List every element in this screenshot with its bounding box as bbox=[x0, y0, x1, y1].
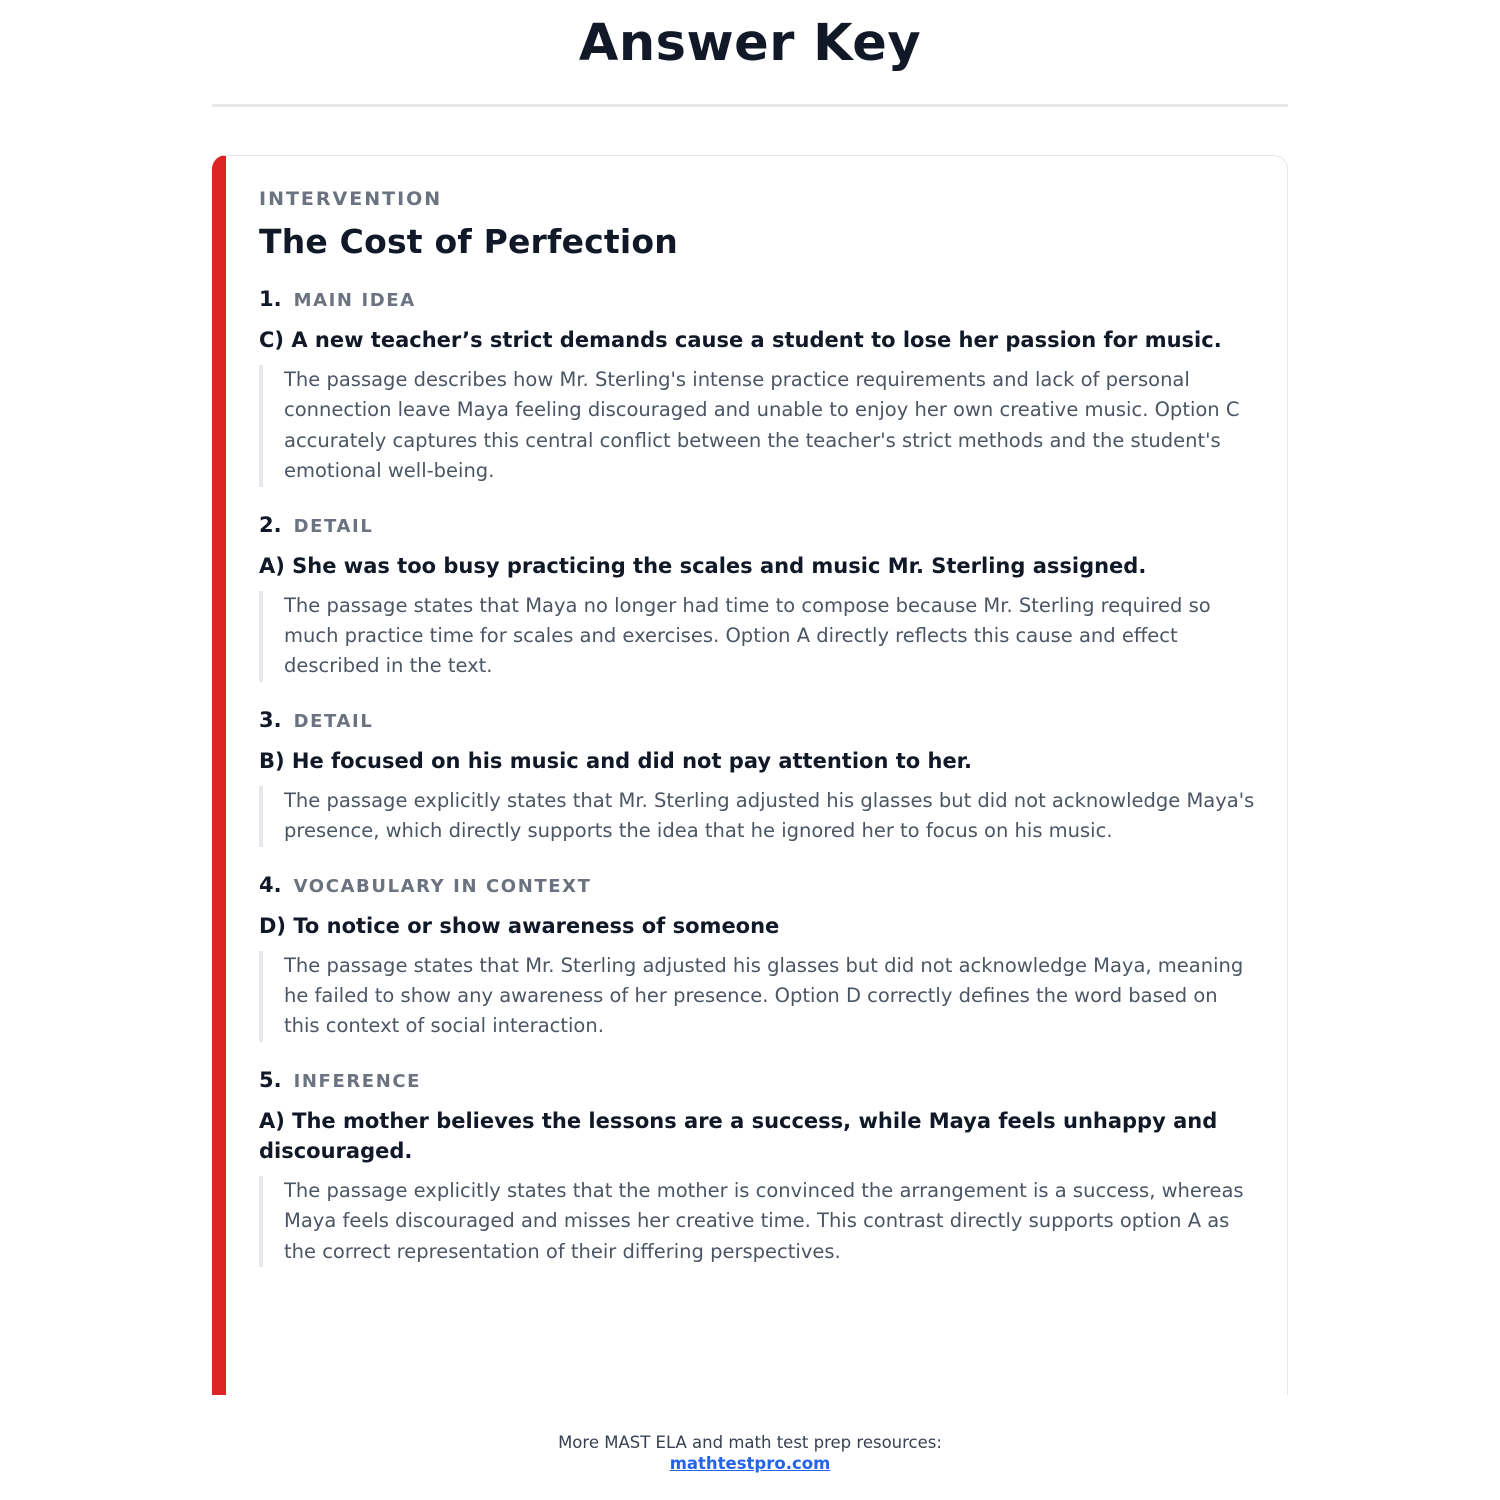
correct-answer: C) A new teacher’s strict demands cause a student to lose her passion for music. bbox=[259, 328, 1222, 352]
question-header bbox=[259, 873, 1259, 897]
footer-link[interactable]: mathtestpro.com bbox=[669, 1454, 831, 1473]
answer-explanation: The passage describes how Mr. Sterling's intense practice requirements and lack of personal connection leave Maya feeling discouraged and unable to enjoy her own creative music. Option C accurately captures this central conflict between the teacher's strict methods and the student's emotional well-being. bbox=[259, 365, 1259, 487]
question-number: 1. bbox=[259, 287, 282, 311]
question-header bbox=[259, 287, 1259, 311]
correct-answer: D) To notice or show awareness of someone bbox=[259, 913, 780, 938]
question-number: 5. bbox=[259, 1067, 282, 1092]
answer-explanation: The passage states that Mr. Sterling adjusted his glasses but did not acknowledge Maya, meaning he failed to show any awareness of her presence. Option D correctly defines the word based on this context of social interaction. bbox=[259, 951, 1259, 1042]
question-type: DETAIL bbox=[293, 515, 374, 537]
page-title: Answer Key bbox=[578, 14, 922, 73]
answer-key-card bbox=[212, 155, 1288, 1395]
answer-explanation: The passage states that Maya no longer had time to compose because Mr. Sterling required so much practice time for scales and exercises. Option A directly reflects this cause and effect described in the text. bbox=[259, 591, 1259, 682]
section-label: INTERVENTION bbox=[259, 188, 443, 210]
answer-explanation: The passage explicitly states that the mother is convinced the arrangement is a success, whereas Maya feels discouraged and misses her creative time. This contrast directly supports option A as the correct representation of their differing perspectives. bbox=[259, 1176, 1259, 1267]
question-item bbox=[259, 873, 1259, 1042]
question-type: MAIN IDEA bbox=[293, 290, 416, 311]
question-item bbox=[259, 1068, 1259, 1267]
question-type: DETAIL bbox=[293, 710, 374, 732]
question-item bbox=[259, 513, 1259, 682]
correct-answer: A) The mother believes the lessons are a success, while Maya feels unhappy and discouraged. bbox=[259, 1108, 1218, 1163]
correct-answer: B) He focused on his music and did not pay attention to her. bbox=[259, 748, 973, 773]
question-header bbox=[259, 708, 1259, 732]
question-type: VOCABULARY IN CONTEXT bbox=[293, 875, 592, 897]
question-number: 3. bbox=[259, 707, 282, 732]
question-item bbox=[259, 708, 1259, 847]
question-header bbox=[259, 513, 1259, 537]
question-item bbox=[259, 287, 1259, 487]
question-number: 2. bbox=[259, 512, 282, 537]
card-content bbox=[259, 188, 1259, 1267]
title-divider bbox=[212, 104, 1288, 107]
question-type: INFERENCE bbox=[293, 1070, 422, 1092]
question-number: 4. bbox=[259, 872, 282, 897]
question-header bbox=[259, 1068, 1259, 1092]
correct-answer: A) She was too busy practicing the scales and music Mr. Sterling assigned. bbox=[259, 553, 1147, 578]
passage-title: The Cost of Perfection bbox=[259, 222, 678, 261]
answer-explanation: The passage explicitly states that Mr. Sterling adjusted his glasses but did not acknowledge Maya's presence, which directly supports the idea that he ignored her to focus on his music. bbox=[259, 786, 1259, 847]
footer bbox=[0, 1432, 1500, 1474]
footer-text: More MAST ELA and math test prep resources: bbox=[558, 1433, 942, 1452]
